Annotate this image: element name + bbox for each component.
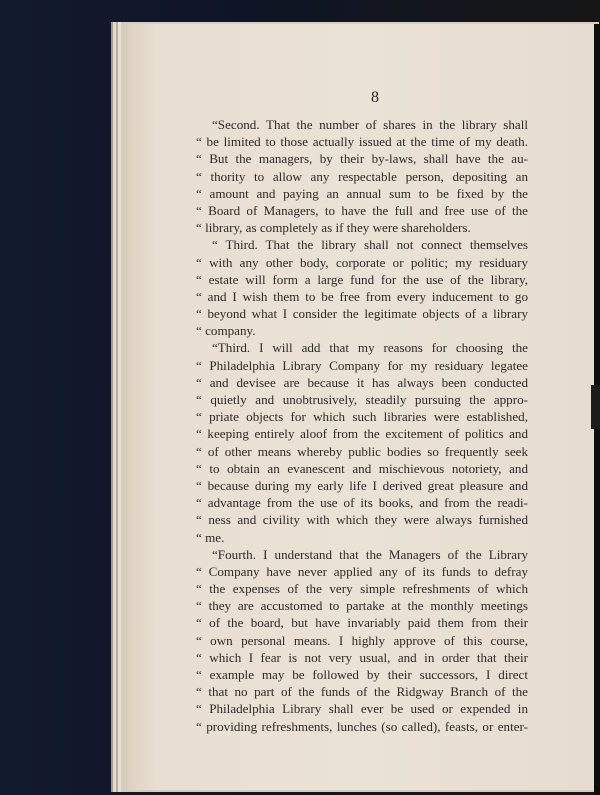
text-line: “ own personal means. I highly approve of this course, xyxy=(196,632,528,648)
text-line: “ Philadelphia Library Company for my residuary legatee xyxy=(196,357,528,373)
text-line: “ and devisee are because it has always been conducted xyxy=(196,374,528,390)
text-line: “ with any other body, corporate or politic; my residuary xyxy=(196,254,528,270)
page-text xyxy=(196,116,528,735)
text-line: “ which I fear is not very usual, and in order that their xyxy=(196,649,528,665)
text-line: “ keeping entirely aloof from the excitement of politics and xyxy=(196,426,528,442)
text-line: “ amount and paying an annual sum to be fixed by the xyxy=(196,185,528,201)
text-line: “ be limited to those actually issued at the time of my death. xyxy=(196,134,528,150)
text-line: “ because during my early life I derived great pleasure and xyxy=(196,477,528,493)
text-line: “ beyond what I consider the legitimate objects of a library xyxy=(196,306,528,322)
text-line: “ estate will form a large fund for the use of the library, xyxy=(196,271,528,287)
text-line: “Second. That the number of shares in the library shall xyxy=(212,117,528,132)
binding-clip xyxy=(591,385,600,429)
text-line: “ of other means whereby public bodies so frequently seek xyxy=(196,443,528,459)
text-line: “ quietly and unobtrusively, steadily pursuing the appro- xyxy=(196,392,528,407)
text-line: “ and I wish them to be free from every inducement to go xyxy=(196,288,528,304)
text-line: “Fourth. I understand that the Managers of the Library xyxy=(212,546,528,562)
text-line: “ the expenses of the very simple refreshments of which xyxy=(196,581,528,597)
text-line: “Third. I will add that my reasons for choosing the xyxy=(212,340,528,356)
text-line: “ advantage from the use of its books, and from the readi- xyxy=(196,495,528,511)
text-line: “ to obtain an evanescent and mischievous notoriety, and xyxy=(196,460,528,476)
text-line: “ they are accustomed to partake at the monthly meetings xyxy=(196,598,528,614)
text-line: “ me. xyxy=(196,529,225,545)
text-line: “ But the managers, by their by-laws, shall have the au- xyxy=(196,151,528,167)
text-line: “ Board of Managers, to have the full and free use of the xyxy=(196,202,528,218)
text-line: “ Philadelphia Library shall ever be used or expended in xyxy=(196,701,528,717)
text-line: “ Company have never applied any of its funds to defray xyxy=(196,563,528,579)
text-line: “ thority to allow any respectable person, depositing an xyxy=(196,168,528,184)
text-line: “ ness and civility with which they were always furnished xyxy=(196,512,528,528)
text-line: “ that no part of the funds of the Ridgway Branch of the xyxy=(196,684,528,700)
text-line: “ providing refreshments, lunches (so called), feasts, or enter- xyxy=(196,718,528,734)
text-line: “ example may be followed by their successors, I direct xyxy=(196,667,528,682)
text-line: “ library, as completely as if they were shareholders. xyxy=(196,220,471,236)
text-line: “ Third. That the library shall not connect themselves xyxy=(212,237,528,253)
text-line: “ of the board, but have invariably paid them from their xyxy=(196,615,528,631)
text-line: “ priate objects for which such libraries were established, xyxy=(196,409,528,425)
text-line: “ company. xyxy=(196,323,256,339)
page-number: 8 xyxy=(371,89,379,106)
